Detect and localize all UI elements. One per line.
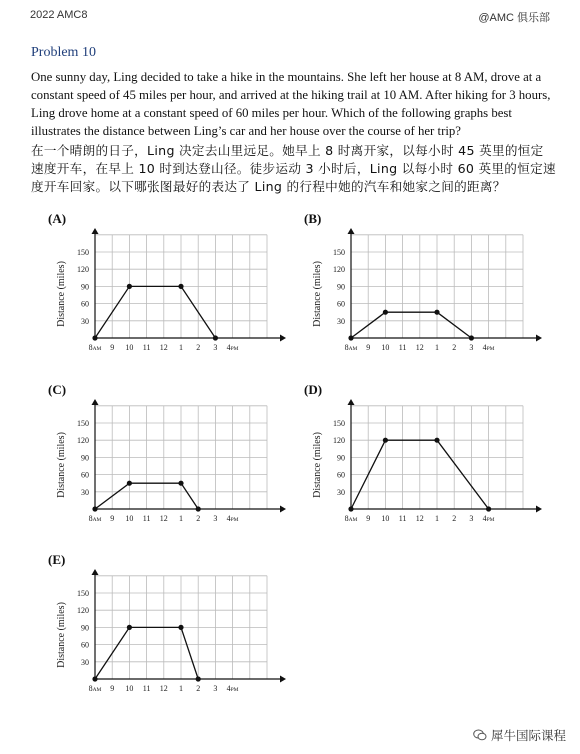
problem-text-chinese: 在一个晴朗的日子，Ling 决定去山里远足。她早上 8 时离开家，以每小时 45 英里的恒定速度开车，在早上 10 时到达登山径。徒步运动 3 小时后，Ling 以每小时 60 英里的恒定速度开车回家。以下哪张图最好的表达了 Ling 的行程中她的汽车和她家之间的距离？ <box>31 143 556 194</box>
x-tick-label: 2 <box>196 684 201 693</box>
x-axis-arrow <box>536 506 542 513</box>
x-tick-label: 10 <box>125 514 134 523</box>
data-point <box>178 481 183 486</box>
graph-d-chart <box>314 383 564 538</box>
x-tick-label: 2 <box>196 343 201 352</box>
x-tick-label: 11 <box>142 684 151 693</box>
y-tick-label: 30 <box>81 487 89 497</box>
data-point <box>383 438 388 443</box>
x-tick-label: 1 <box>179 343 183 352</box>
problem-text-english: One sunny day, Ling decided to take a hike in the mountains. She left her house at 8 AM, drove at a constant speed of 45 miles per hour, and arrived at the hiking trail at 10 AM. After hiking for 3 hours, Ling drove home at a constant speed of 60 miles per hour. Which of the following graphs best illustrates the distance between Ling’s car and her house over the course of her trip? <box>31 70 551 138</box>
x-tick-label: 8AM <box>88 684 102 693</box>
watermark <box>473 726 566 744</box>
x-tick-label: 11 <box>398 343 407 352</box>
x-tick-label: 3 <box>469 343 474 352</box>
x-tick-label: 11 <box>142 514 151 523</box>
graph-c[interactable] <box>48 382 308 538</box>
x-tick-label: 10 <box>381 514 390 523</box>
x-axis-arrow <box>280 676 286 683</box>
x-tick-label: 1 <box>179 514 183 523</box>
data-point <box>434 310 439 315</box>
x-tick-label: 11 <box>142 343 151 352</box>
y-tick-label: 150 <box>77 419 89 428</box>
x-tick-label: 12 <box>159 514 168 523</box>
y-tick-label: 60 <box>81 470 89 480</box>
x-tick-label: 3 <box>213 514 218 523</box>
graph-d[interactable] <box>304 382 564 538</box>
data-point <box>178 625 183 630</box>
x-tick-label: 10 <box>381 343 390 352</box>
x-tick-label: 9 <box>110 343 115 352</box>
y-tick-label: 120 <box>77 606 89 616</box>
y-axis-arrow <box>92 228 99 234</box>
x-tick-label: 1 <box>179 684 183 693</box>
x-axis-arrow <box>536 335 542 342</box>
y-tick-label: 120 <box>77 436 89 446</box>
data-point <box>383 310 388 315</box>
graph-a-chart <box>58 212 308 367</box>
graph-b-label: (B) <box>304 211 322 226</box>
y-tick-label: 90 <box>81 623 89 633</box>
graph-a[interactable] <box>48 211 308 367</box>
data-point <box>486 506 491 511</box>
y-tick-label: 60 <box>81 640 89 650</box>
graph-e-label: (E) <box>48 552 66 567</box>
graph-c-chart <box>58 383 308 538</box>
x-tick-label: 8AM <box>344 343 358 352</box>
wechat-icon <box>473 728 487 742</box>
y-tick-label: 120 <box>77 265 89 275</box>
x-tick-label: 8AM <box>88 514 102 523</box>
data-point <box>196 506 201 511</box>
y-tick-label: 90 <box>337 453 345 463</box>
y-tick-label: 90 <box>81 282 89 292</box>
x-axis-arrow <box>280 335 286 342</box>
y-tick-label: 90 <box>337 282 345 292</box>
x-tick-label: 3 <box>213 684 218 693</box>
x-tick-label: 2 <box>196 514 201 523</box>
watermark-text: 犀牛国际课程 <box>490 728 566 743</box>
data-point <box>434 438 439 443</box>
y-tick-label: 30 <box>81 657 89 667</box>
series-line <box>95 286 215 338</box>
y-tick-label: 150 <box>77 589 89 598</box>
y-axis-arrow <box>348 228 355 234</box>
data-point <box>178 284 183 289</box>
x-tick-label: 2 <box>452 343 457 352</box>
y-axis-arrow <box>92 569 99 575</box>
y-axis-label: Distance (miles) <box>312 432 323 498</box>
y-axis-label: Distance (miles) <box>56 602 67 668</box>
x-tick-label: 12 <box>415 514 424 523</box>
y-axis-label: Distance (miles) <box>56 432 67 498</box>
x-tick-label: 4PM <box>482 343 495 352</box>
data-point <box>92 506 97 511</box>
graph-e[interactable] <box>48 552 308 708</box>
x-tick-label: 12 <box>159 684 168 693</box>
x-tick-label: 4PM <box>482 514 495 523</box>
graph-a-label: (A) <box>48 211 67 226</box>
data-point <box>127 284 132 289</box>
y-axis-label: Distance (miles) <box>312 261 323 327</box>
header-left: 2022 AMC8 <box>30 9 88 21</box>
x-tick-label: 12 <box>159 343 168 352</box>
y-tick-label: 150 <box>333 419 345 428</box>
y-tick-label: 150 <box>333 248 345 257</box>
y-tick-label: 30 <box>337 316 345 326</box>
data-point <box>127 481 132 486</box>
x-tick-label: 9 <box>366 343 371 352</box>
data-point <box>127 625 132 630</box>
x-tick-label: 4PM <box>226 343 239 352</box>
series-line <box>351 312 471 338</box>
y-axis-arrow <box>92 399 99 405</box>
y-tick-label: 30 <box>81 316 89 326</box>
graph-e-chart <box>58 553 308 708</box>
y-tick-label: 120 <box>333 436 345 446</box>
graph-b[interactable] <box>304 211 564 367</box>
data-point <box>348 335 353 340</box>
x-tick-label: 2 <box>452 514 457 523</box>
data-point <box>348 506 353 511</box>
x-tick-label: 3 <box>213 343 218 352</box>
x-tick-label: 9 <box>366 514 371 523</box>
y-tick-label: 30 <box>337 487 345 497</box>
x-tick-label: 1 <box>435 514 439 523</box>
x-tick-label: 10 <box>125 343 134 352</box>
header-right: @AMC 俱乐部 <box>478 12 550 24</box>
y-tick-label: 60 <box>81 299 89 309</box>
graph-d-label: (D) <box>304 382 323 397</box>
graph-b-chart <box>314 212 564 367</box>
y-tick-label: 60 <box>337 470 345 480</box>
data-point <box>92 676 97 681</box>
data-point <box>213 335 218 340</box>
x-tick-label: 9 <box>110 514 115 523</box>
y-tick-label: 150 <box>77 248 89 257</box>
data-point <box>196 676 201 681</box>
y-axis-label: Distance (miles) <box>56 261 67 327</box>
y-tick-label: 60 <box>337 299 345 309</box>
x-tick-label: 3 <box>469 514 474 523</box>
y-tick-label: 120 <box>333 265 345 275</box>
x-axis-arrow <box>280 506 286 513</box>
x-tick-label: 11 <box>398 514 407 523</box>
problem-title: Problem 10 <box>31 45 96 60</box>
y-axis-arrow <box>348 399 355 405</box>
x-tick-label: 4PM <box>226 514 239 523</box>
data-point <box>469 335 474 340</box>
x-tick-label: 9 <box>110 684 115 693</box>
x-tick-label: 12 <box>415 343 424 352</box>
x-tick-label: 1 <box>435 343 439 352</box>
x-tick-label: 8AM <box>88 343 102 352</box>
y-tick-label: 90 <box>81 453 89 463</box>
data-point <box>92 335 97 340</box>
x-tick-label: 4PM <box>226 684 239 693</box>
x-tick-label: 10 <box>125 684 134 693</box>
x-tick-label: 8AM <box>344 514 358 523</box>
graph-c-label: (C) <box>48 382 67 397</box>
